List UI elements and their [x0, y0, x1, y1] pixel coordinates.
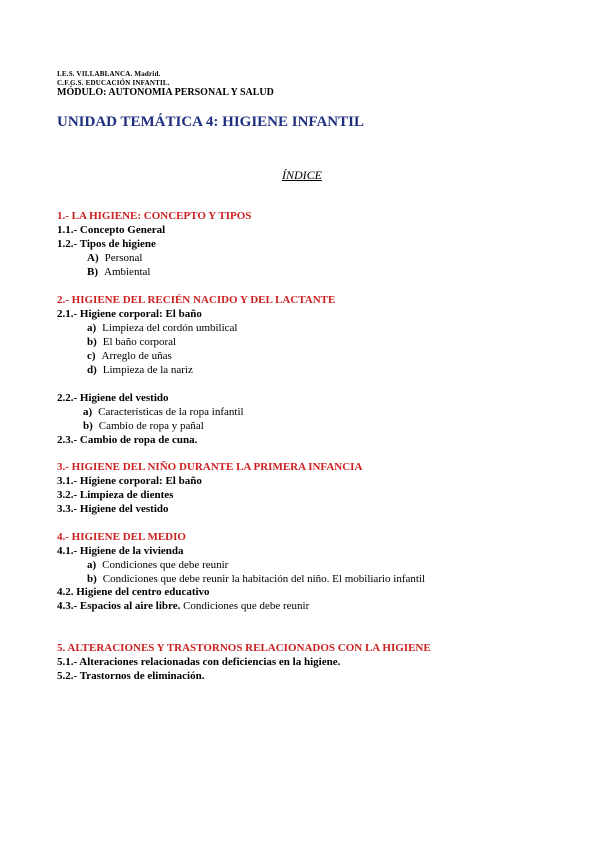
- list-text: Personal: [104, 252, 143, 264]
- list-item: [87, 336, 176, 349]
- subsection-1-1: 1.1.- Concepto General: [57, 224, 166, 236]
- subsection-2-2: 2.2.- Higiene del vestido: [57, 392, 169, 404]
- list-text: Condiciones que debe reunir: [102, 559, 229, 571]
- header-course: C.F.G.S. EDUCACIÓN INFANTIL.: [57, 79, 170, 87]
- subsection-5-2: 5.2.- Trastornos de eliminación.: [57, 670, 205, 682]
- subsection-2-3: 2.3.- Cambio de ropa de cuna.: [57, 434, 198, 446]
- section-3-title: 3.- HIGIENE DEL NIÑO DURANTE LA PRIMERA INFANCIA: [57, 461, 363, 473]
- index-heading: ÍNDICE: [282, 168, 322, 182]
- list-item: [87, 266, 150, 279]
- subsection-2-1: 2.1.- Higiene corporal: El baño: [57, 308, 202, 320]
- list-item: [87, 364, 193, 377]
- list-item: [87, 252, 143, 265]
- subsection-3-1: 3.1.- Higiene corporal: El baño: [57, 475, 202, 487]
- list-item: [87, 350, 172, 363]
- list-text: Ambiental: [104, 266, 151, 278]
- list-item: [87, 559, 228, 572]
- list-letter: d): [87, 364, 97, 376]
- list-text: Arreglo de uñas: [101, 350, 172, 362]
- subsection-5-1: 5.1.- Alteraciones relacionadas con deficiencias en la higiene.: [57, 656, 341, 668]
- header-school: I.E.S. VILLABLANCA. Madrid.: [57, 70, 161, 78]
- list-item: [83, 406, 244, 419]
- subsection-3-2: 3.2.- Limpieza de dientes: [57, 489, 174, 501]
- list-item: [87, 573, 425, 586]
- subsection-1-2: 1.2.- Tipos de higiene: [57, 238, 156, 250]
- list-text: Características de la ropa infantil: [98, 406, 244, 418]
- document-title: UNIDAD TEMÁTICA 4: HIGIENE INFANTIL: [57, 114, 364, 130]
- list-letter: a): [83, 406, 93, 418]
- list-text: Limpieza del cordón umbilical: [102, 322, 238, 334]
- subsection-3-3: 3.3.- Higiene del vestido: [57, 503, 169, 515]
- subsection-4-3-text: Condiciones que debe reunir: [180, 600, 310, 612]
- list-letter: B): [87, 266, 98, 278]
- list-letter: b): [87, 336, 97, 348]
- header-module: MÓDULO: AUTONOMIA PERSONAL Y SALUD: [57, 87, 274, 98]
- section-4-title: 4.- HIGIENE DEL MEDIO: [57, 531, 186, 543]
- subsection-4-2: 4.2. Higiene del centro educativo: [57, 586, 210, 598]
- section-5-title: 5. ALTERACIONES Y TRASTORNOS RELACIONADOS CON LA HIGIENE: [57, 642, 431, 654]
- section-2-title: 2.- HIGIENE DEL RECIÉN NACIDO Y DEL LACTANTE: [57, 294, 336, 306]
- list-letter: a): [87, 322, 97, 334]
- list-letter: b): [87, 573, 97, 585]
- list-text: Cambio de ropa y pañal: [98, 420, 204, 432]
- subsection-4-3-label: 4.3.- Espacios al aire libre.: [57, 600, 181, 612]
- list-text: Condiciones que debe reunir la habitación del niño. El mobiliario infantil: [102, 573, 426, 585]
- list-text: El baño corporal: [102, 336, 177, 348]
- list-item: [87, 322, 238, 335]
- list-letter: b): [83, 420, 93, 432]
- list-text: Limpieza de la nariz: [102, 364, 193, 376]
- list-item: [83, 420, 204, 433]
- subsection-4-3: [57, 600, 309, 613]
- subsection-4-1: 4.1.- Higiene de la vivienda: [57, 545, 184, 557]
- list-letter: c): [87, 350, 96, 362]
- list-letter: a): [87, 559, 97, 571]
- section-1-title: 1.- LA HIGIENE: CONCEPTO Y TIPOS: [57, 210, 252, 222]
- list-letter: A): [87, 252, 99, 264]
